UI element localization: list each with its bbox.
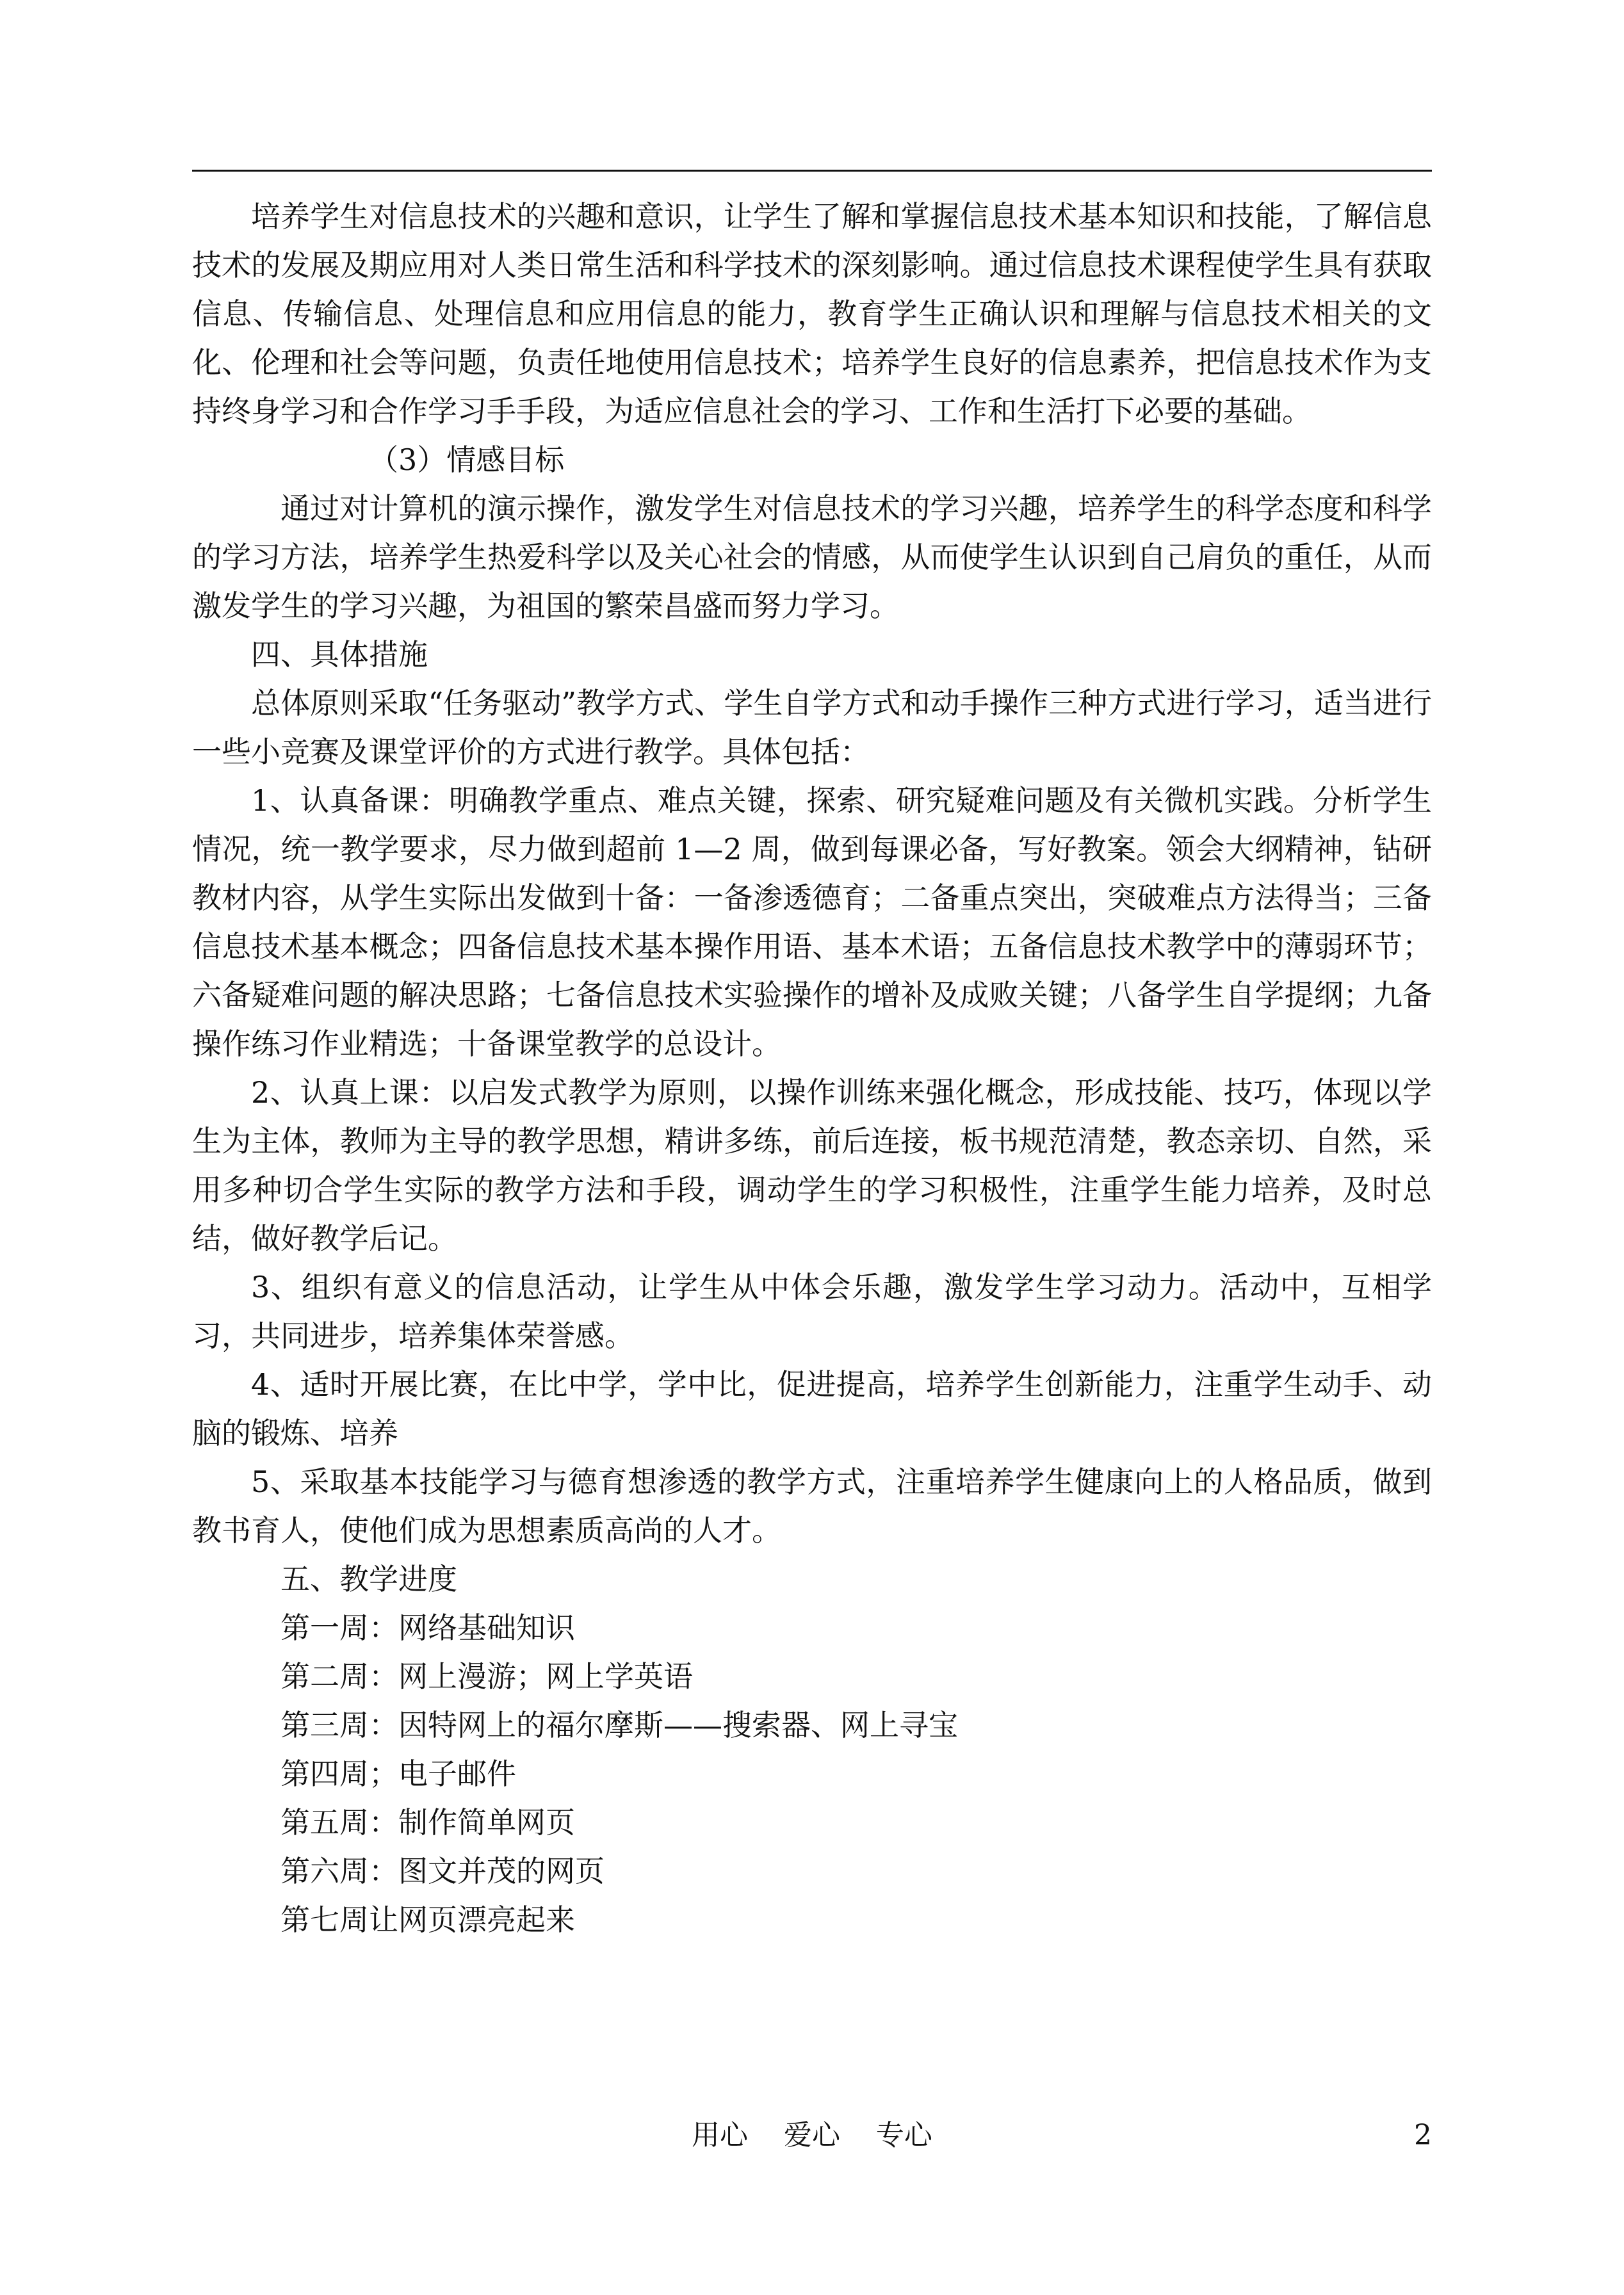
page-footer	[192, 2113, 1432, 2158]
document-body	[192, 192, 1432, 1944]
schedule-week-3: 第三周：因特网上的福尔摩斯——搜索器、网上寻宝	[280, 1708, 958, 1742]
page-number: 2	[1414, 2119, 1432, 2152]
paragraph-measure-1: 1、认真备课：明确教学重点、难点关键，探索、研究疑难问题及有关微机实践。分析学生情况，统一教学要求，尽力做到超前 1—2 周，做到每课必备，写好教案。领会大纲精神，钻研教材内容，从学生实际出发做到十备：一备渗透德育；二备重点突出，突破难点方法得当；三备信息技术基本概念；四备信息技术基本操作用语、基本术语；五备信息技术教学中的薄弱环节；六备疑难问题的解决思路；七备信息技术实验操作的增补及成败关键；八备学生自学提纲；九备操作练习作业精选；十备课堂教学的总设计。	[192, 783, 1432, 1061]
schedule-week-7: 第七周让网页漂亮起来	[280, 1902, 575, 1937]
paragraph-emotional-goals: 通过对计算机的演示操作，激发学生对信息技术的学习兴趣，培养学生的科学态度和科学的学习方法，培养学生热爱科学以及关心社会的情感，从而使学生认识到自己肩负的重任，从而激发学生的学习兴趣，为祖国的繁荣昌盛而努力学习。	[192, 491, 1432, 623]
paragraph-measure-2: 2、认真上课：以启发式教学为原则，以操作训练来强化概念，形成技能、技巧，体现以学生为主体，教师为主导的教学思想，精讲多练，前后连接，板书规范清楚，教态亲切、自然，采用多种切合学生实际的教学方法和手段，调动学生的学习积极性，注重学生能力培养，及时总结，做好教学后记。	[192, 1075, 1432, 1256]
schedule-week-4: 第四周；电子邮件	[280, 1756, 516, 1791]
schedule-week-1: 第一周：网络基础知识	[280, 1610, 575, 1645]
schedule-week-5: 第五周：制作简单网页	[280, 1805, 575, 1840]
paragraph-principles: 总体原则采取“任务驱动”教学方式、学生自学方式和动手操作三种方式进行学习，适当进行一些小竞赛及课堂评价的方式进行教学。具体包括：	[192, 686, 1432, 769]
schedule-week-6: 第六周：图文并茂的网页	[280, 1854, 605, 1888]
section-heading-emotional-goals: （3）情感目标	[369, 442, 565, 477]
header-rule	[192, 170, 1432, 172]
schedule-week-2: 第二周：网上漫游；网上学英语	[280, 1659, 693, 1694]
paragraph-measure-5: 5、采取基本技能学习与德育想渗透的教学方式，注重培养学生健康向上的人格品质，做到教书育人，使他们成为思想素质高尚的人才。	[192, 1464, 1432, 1548]
paragraph-measure-3: 3、组织有意义的信息活动，让学生从中体会乐趣，激发学生学习动力。活动中，互相学习，共同进步，培养集体荣誉感。	[192, 1270, 1432, 1353]
section-heading-measures: 四、具体措施	[251, 637, 428, 672]
section-heading-schedule: 五、教学进度	[280, 1562, 457, 1596]
paragraph-goals: 培养学生对信息技术的兴趣和意识，让学生了解和掌握信息技术基本知识和技能，了解信息技术的发展及期应用对人类日常生活和科学技术的深刻影响。通过信息技术课程使学生具有获取信息、传输信息、处理信息和应用信息的能力，教育学生正确认识和理解与信息技术相关的文化、伦理和社会等问题，负责任地使用信息技术；培养学生良好的信息素养，把信息技术作为支持终身学习和合作学习手手段，为适应信息社会的学习、工作和生活打下必要的基础。	[192, 199, 1432, 428]
footer-motto: 用心 爱心 专心	[692, 2119, 932, 2152]
paragraph-measure-4: 4、适时开展比赛，在比中学，学中比，促进提高，培养学生创新能力，注重学生动手、动脑的锻炼、培养	[192, 1367, 1432, 1450]
